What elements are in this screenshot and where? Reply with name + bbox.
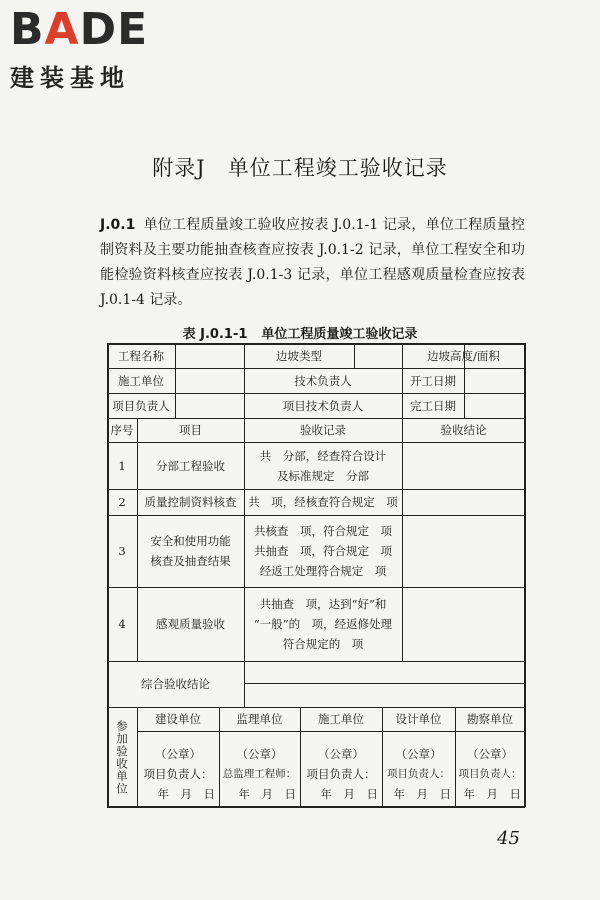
- header-conclusion: 验收结论: [440, 423, 487, 437]
- row-4-item: 感观质量验收: [156, 617, 225, 631]
- clause-number: J.0.1: [100, 217, 136, 233]
- overall-conclusion-label: 综合验收结论: [141, 677, 210, 691]
- header-item: 项目: [179, 423, 202, 437]
- label-project-name: 工程名称: [118, 348, 164, 363]
- row-4-seq: 4: [118, 617, 126, 631]
- acceptance-table: [107, 343, 525, 807]
- table-caption: 表 J.0.1-1 单位工程质量竣工验收记录: [182, 327, 418, 342]
- label-project-lead: 项目负责人: [112, 398, 170, 413]
- participant-unit: 监理单位: [236, 712, 283, 726]
- row-3-seq: 3: [118, 544, 126, 558]
- logo-wordmark: BADE: [10, 4, 149, 55]
- row-2-item: 质量控制资料核查: [144, 495, 237, 509]
- participant-unit: 施工单位: [318, 712, 364, 726]
- participant-sign: （公章） 总监理工程师： 年 月 日: [222, 747, 297, 801]
- page-number: 45: [497, 828, 520, 849]
- clause-text: 单位工程质量竣工验收应按表 J.0.1-1 记录，单位工程质量控制资料及主要功能抽查核查应按表 J.0.1-2 记录，单位工程安全和功能检验资料核查应按表 J.0.1-3 记录，单位工程感观质量检查应按表 J.0.1-4 记录。: [100, 217, 525, 308]
- participants-label: 参加验收单位: [115, 719, 129, 795]
- label-project-tech-lead: 项目技术负责人: [282, 398, 364, 413]
- logo-subtitle: 建装基地: [10, 64, 130, 92]
- row-1-item: 分部工程验收: [156, 458, 225, 473]
- row-2-record: 共 项，经核查符合规定 项: [248, 495, 398, 509]
- participant-unit: 设计单位: [395, 712, 442, 726]
- header-record: 验收记录: [300, 423, 346, 437]
- label-start-date: 开工日期: [410, 373, 456, 388]
- appendix-title: 附录J 单位工程竣工验收记录: [152, 156, 448, 180]
- participant-sign: （公章） 项目负责人： 年 月 日: [387, 747, 451, 801]
- clause-paragraph: [100, 213, 525, 313]
- label-slope-type: 边坡类型: [276, 348, 322, 363]
- label-slope-height: 边坡高度/面积: [427, 348, 500, 363]
- row-1-seq: 1: [118, 458, 126, 473]
- row-4-record: 共抽查 项，达到“好”和 “一般”的 项，经返修处理 符合规定的 项: [253, 597, 393, 651]
- bade-logo: [10, 4, 149, 93]
- row-3-item: 安全和使用功能 核查及抽查结果: [150, 534, 231, 568]
- participant-unit: 勘察单位: [467, 712, 513, 726]
- label-construction-unit: 施工单位: [118, 373, 164, 388]
- row-3-record: 共核查 项，符合规定 项 共抽查 项，符合规定 项 经返工处理符合规定 项: [254, 524, 392, 578]
- participant-sign: （公章） 项目负责人： 年 月 日: [306, 747, 378, 801]
- label-tech-lead: 技术负责人: [294, 373, 352, 388]
- header-seq: 序号: [110, 423, 134, 437]
- participant-sign: （公章） 项目负责人： 年 月 日: [143, 747, 215, 801]
- label-end-date: 完工日期: [410, 398, 456, 413]
- participant-unit: 建设单位: [155, 712, 201, 726]
- row-2-seq: 2: [118, 495, 126, 509]
- participant-sign: （公章） 项目负责人： 年 月 日: [458, 747, 522, 801]
- row-1-record: 共 分部，经查符合设计 及标准规定 分部: [259, 448, 387, 483]
